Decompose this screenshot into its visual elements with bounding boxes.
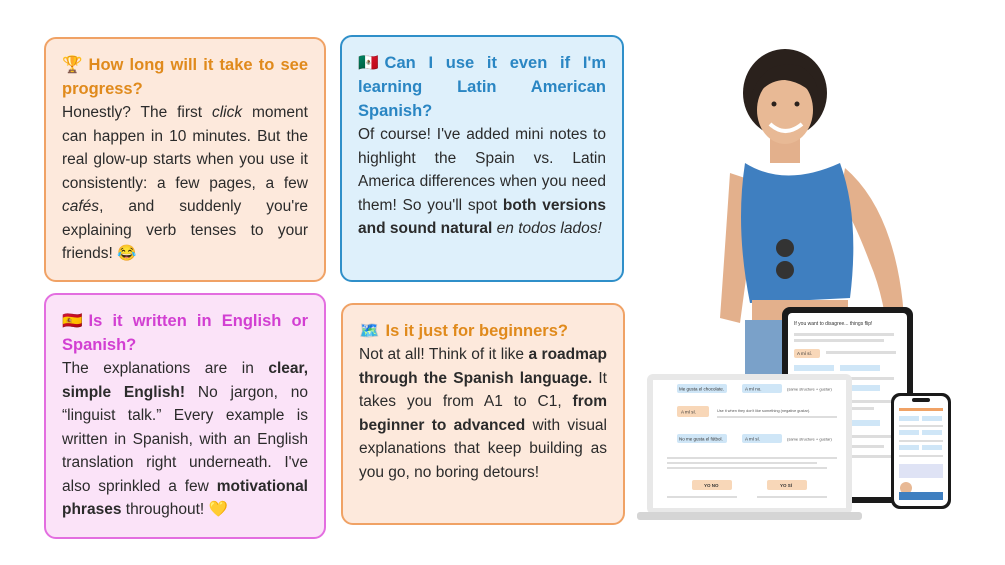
answer-text: , and suddenly you're explaining verb tenses to your friends! 😂 xyxy=(62,198,308,262)
laptop-cell: A mí sí. xyxy=(681,409,697,415)
answer-bold-text: a roadmap through the Spanish language. xyxy=(359,346,608,387)
laptop-cell: Me gusta el chocolate. xyxy=(679,386,725,392)
laptop-button-label: YO NO xyxy=(704,483,719,488)
phone-mockup xyxy=(890,392,952,510)
answer-bold-text: from beginner to advanced xyxy=(359,393,607,434)
faq-question: Is it just for beginners? xyxy=(385,322,568,340)
faq-card-latin-american xyxy=(340,35,624,282)
faq-answer xyxy=(62,357,308,522)
faq-question: Is it written in English or Spanish? xyxy=(62,312,308,354)
tablet-title: If you want to disagree... things flip! xyxy=(794,321,873,327)
answer-text: moment can happen in 10 minutes. But the real glow-up starts when you use it consistently: a few pages, a few xyxy=(62,104,308,192)
laptop-cell: A mí sí. xyxy=(745,436,761,442)
laptop-cell: (same structure + gustar) xyxy=(787,386,832,392)
answer-text: throughout! 💛 xyxy=(121,501,228,518)
faq-answer xyxy=(358,123,606,241)
faq-answer xyxy=(62,101,308,266)
answer-text: Of course! I've added mini notes to highlight the Spain vs. Latin America differences when you need them! So you'll spot xyxy=(358,126,606,214)
answer-bold-text: clear, simple English! xyxy=(62,360,308,401)
answer-text: No jargon, no “linguist talk.” Every example is written in Spanish, with an English translation right underneath. I've also sprinkled a few xyxy=(62,383,308,495)
faq-card-progress xyxy=(44,37,326,282)
answer-text: with visual explanations that keep building as you go, no boring detours! xyxy=(359,416,607,481)
laptop-cell: Use it when they don't like something (negative gustar). xyxy=(717,409,811,413)
faq-question: Can I use it even if I'm learning Latin American Spanish? xyxy=(358,54,606,120)
answer-bold-text: motivational phrases xyxy=(62,477,308,518)
faq-answer xyxy=(359,343,607,484)
faq-card-language xyxy=(44,293,326,539)
answer-text: Not at all! Think of it like xyxy=(359,346,529,363)
trophy-icon: 🏆 xyxy=(62,56,83,74)
answer-text: It takes you from A1 to C1, xyxy=(359,369,607,410)
answer-italic-text: cafés xyxy=(62,198,100,215)
answer-text: Honestly? The first xyxy=(62,104,212,121)
answer-italic-text: en todos lados! xyxy=(496,220,602,237)
answer-text: The explanations are in xyxy=(62,360,269,377)
laptop-cell: (same structure + gustar) xyxy=(787,436,832,442)
spain-flag-icon: 🇪🇸 xyxy=(62,312,83,330)
answer-italic-text: click xyxy=(211,104,243,121)
laptop-cell: No me gusta el fútbol. xyxy=(679,436,723,442)
faq-card-beginners xyxy=(341,303,625,525)
tablet-tag: A mí sí. xyxy=(797,351,813,356)
laptop-button-label: YO SÍ xyxy=(780,483,793,488)
answer-bold-text: both versions and sound natural xyxy=(358,196,606,237)
faq-question: How long will it take to see progress? xyxy=(62,56,308,98)
laptop-cell: A mí no. xyxy=(745,386,762,392)
laptop-mockup xyxy=(637,372,867,524)
map-icon: 🗺️ xyxy=(359,322,380,340)
mexico-flag-icon: 🇲🇽 xyxy=(358,54,379,72)
